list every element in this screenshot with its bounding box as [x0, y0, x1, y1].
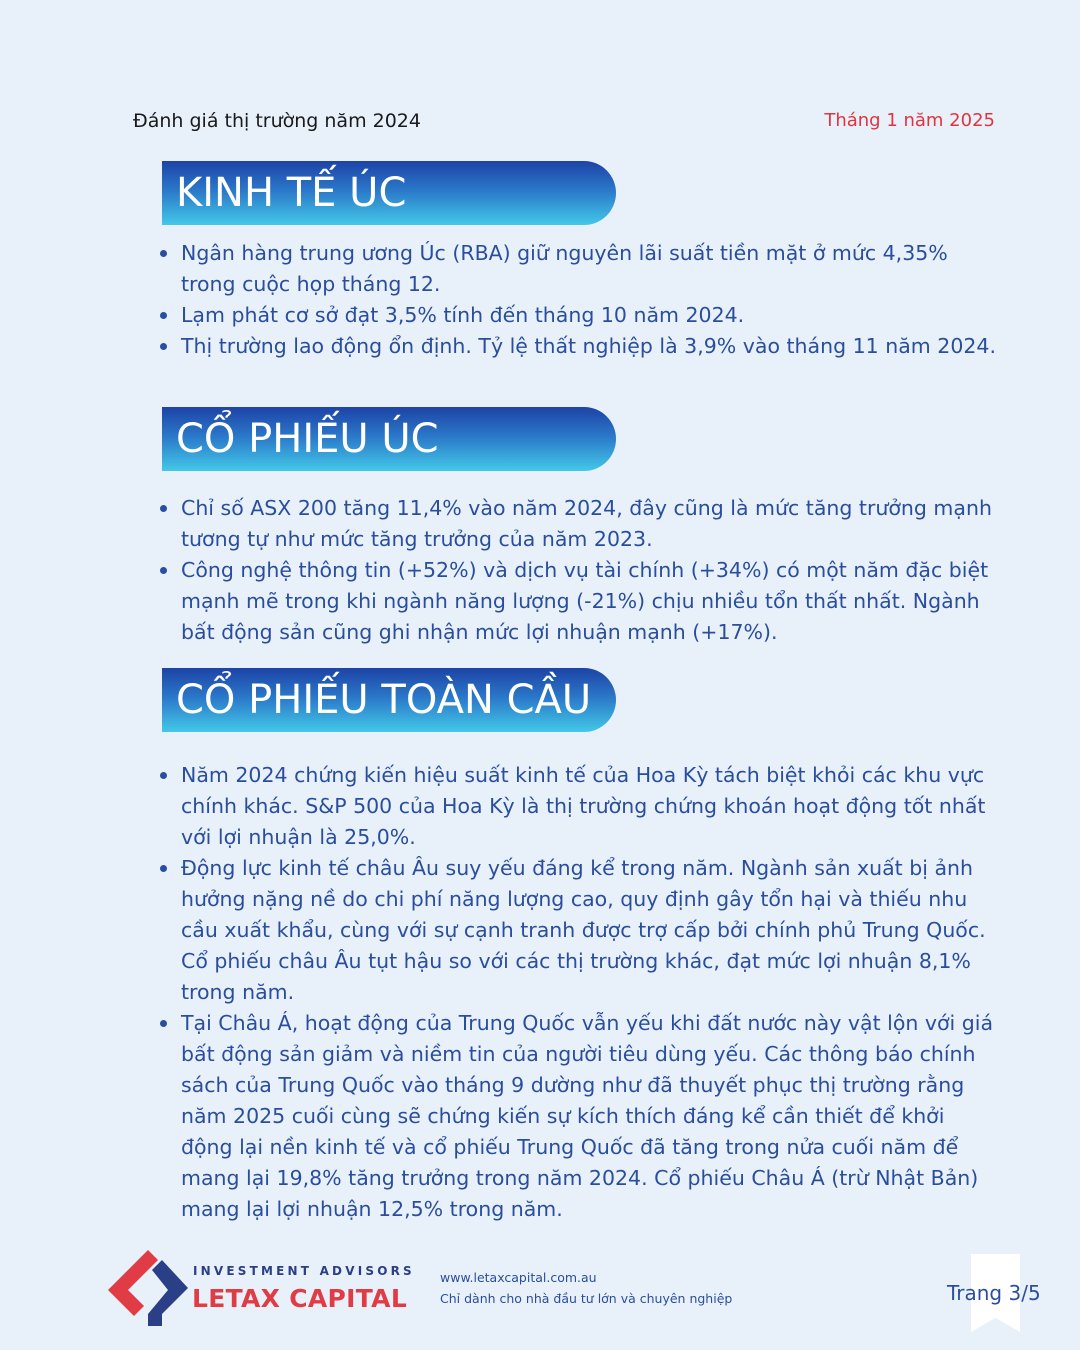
section-banner-co-phieu-uc: CỔ PHIẾU ÚC: [162, 407, 616, 471]
page-number: Trang 3/5: [947, 1281, 1041, 1305]
section-list-co-phieu-uc: [158, 493, 998, 648]
list-item: Ngân hàng trung ương Úc (RBA) giữ nguyên lãi suất tiền mặt ở mức 4,35% trong cuộc họp tháng 12.: [158, 238, 998, 300]
list-item: Công nghệ thông tin (+52%) và dịch vụ tài chính (+34%) có một năm đặc biệt mạnh mẽ trong khi ngành năng lượng (-21%) chịu nhiều tổn thất nhất. Ngành bất động sản cũng ghi nhận mức lợi nhuận mạnh (+17%).: [158, 555, 998, 648]
list-item: Động lực kinh tế châu Âu suy yếu đáng kể trong năm. Ngành sản xuất bị ảnh hưởng nặng nề do chi phí năng lượng cao, quy định gây tổn hại và thiếu nhu cầu xuất khẩu, cùng với sự cạnh tranh được trợ cấp bởi chính phủ Trung Quốc. Cổ phiếu châu Âu tụt hậu so với các thị trường khác, đạt mức lợi nhuận 8,1% trong năm.: [158, 853, 998, 1008]
section-banner-kinh-te-uc: KINH TẾ ÚC: [162, 161, 616, 225]
list-item: Thị trường lao động ổn định. Tỷ lệ thất nghiệp là 3,9% vào tháng 11 năm 2024.: [158, 331, 998, 362]
page-header-title: Đánh giá thị trường năm 2024: [133, 110, 421, 132]
section-banner-co-phieu-toan-cau: CỔ PHIẾU TOÀN CẦU: [162, 668, 616, 732]
section-list-co-phieu-toan-cau: [158, 760, 998, 1225]
section-list-kinh-te-uc: [158, 238, 998, 362]
list-item: Lạm phát cơ sở đạt 3,5% tính đến tháng 10 năm 2024.: [158, 300, 998, 331]
footer-website-link[interactable]: www.letaxcapital.com.au: [440, 1270, 597, 1285]
letax-logo-icon: [108, 1250, 188, 1326]
footer-disclaimer: Chỉ dành cho nhà đầu tư lớn và chuyên nghiệp: [440, 1291, 733, 1306]
page-header-date: Tháng 1 năm 2025: [824, 110, 995, 131]
logo-name: LETAX CAPITAL: [192, 1284, 408, 1313]
list-item: Tại Châu Á, hoạt động của Trung Quốc vẫn yếu khi đất nước này vật lộn với giá bất động sản giảm và niềm tin của người tiêu dùng yếu. Các thông báo chính sách của Trung Quốc vào tháng 9 dường như đã thuyết phục thị trường rằng năm 2025 cuối cùng sẽ chứng kiến sự kích thích đáng kể cần thiết để khởi động lại nền kinh tế và cổ phiếu Trung Quốc đã tăng trong nửa cuối năm để mang lại 19,8% tăng trưởng trong năm 2024. Cổ phiếu Châu Á (trừ Nhật Bản) mang lại lợi nhuận 12,5% trong năm.: [158, 1008, 998, 1225]
list-item: Năm 2024 chứng kiến hiệu suất kinh tế của Hoa Kỳ tách biệt khỏi các khu vực chính khác. S&P 500 của Hoa Kỳ là thị trường chứng khoán hoạt động tốt nhất với lợi nhuận là 25,0%.: [158, 760, 998, 853]
list-item: Chỉ số ASX 200 tăng 11,4% vào năm 2024, đây cũng là mức tăng trưởng mạnh tương tự như mức tăng trưởng của năm 2023.: [158, 493, 998, 555]
logo-tagline: INVESTMENT ADVISORS: [193, 1264, 415, 1278]
